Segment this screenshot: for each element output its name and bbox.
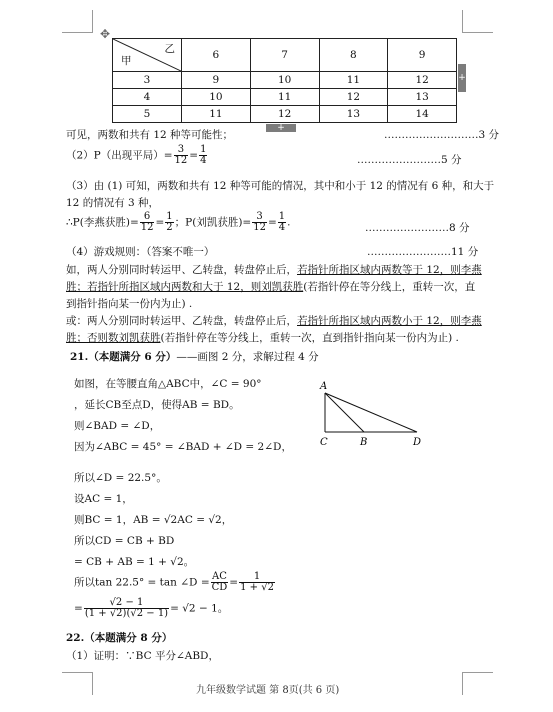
answer-line-4: 12 的情况有 3 种， — [66, 197, 160, 209]
answer-line-1: 可见，两数和共有 12 种等可能性； — [66, 129, 234, 141]
segment-ab — [325, 393, 364, 432]
column-header: 8 — [319, 39, 388, 72]
solution-line: 因为∠ABC = 45° = ∠BAD + ∠D = 2∠D， — [74, 441, 292, 453]
fraction: $\frac{√2 - 1}{(1 + √2)(√2 - 1)}$ — [84, 597, 169, 619]
solution-line: 则BC = 1，AB = √2AC = √2， — [74, 514, 233, 526]
score-mark: ……………………11 分 — [367, 246, 479, 258]
header-left-label: 甲 — [121, 55, 132, 67]
solution-line: = $\frac{√2 - 1}{(1 + √2)(√2 - 1)}$ = √2 − 1。 — [74, 597, 229, 619]
question-21-heading: 21.（本题满分 6 分）——画图 2 分，求解过程 4 分 — [70, 351, 319, 363]
table-cell: 11 — [250, 89, 319, 106]
outcome-table — [112, 38, 457, 123]
table-add-row-handle-icon[interactable]: + — [266, 124, 296, 132]
row-label: 4 — [113, 89, 182, 106]
answer-line-9: 到指针指向某一份内为止) . — [66, 298, 193, 310]
diagonal-header-cell — [113, 39, 182, 72]
table-row — [113, 89, 457, 106]
point-label-a: A — [320, 381, 328, 392]
table-cell: 11 — [182, 106, 251, 123]
fraction: $\frac{3}{12}$ — [253, 211, 266, 233]
solution-line: ，延长CB至点D，使得AB = BD。 — [74, 399, 240, 411]
prob-label: （2）P（出现平局）= — [66, 149, 173, 162]
score-mark: ………………………3 分 — [384, 129, 500, 141]
point-label-b: B — [360, 437, 368, 448]
table-row — [113, 106, 457, 123]
answer-line-3: （3）由 (1) 可知，两数和共有 12 种等可能的情况，其中和小于 12 的情况有 6 种，和大于 — [66, 180, 495, 192]
solution-line: 所以tan 22.5° = tan ∠D = $\frac{AC}{CD}$ = $\frac{1}{1 + √2}$ — [74, 571, 274, 593]
solution-line: 设AC = 1， — [74, 493, 133, 505]
table-add-column-handle-icon[interactable]: + — [458, 64, 466, 92]
page-footer: 九年级数学试题 第 8页(共 6 页) — [196, 685, 340, 696]
equals: = — [189, 149, 199, 162]
header-right-label: 乙 — [164, 43, 175, 55]
answer-line-11: 胜；否则数刘凯获胜(若指针停在等分线上，重转一次，直到指针指向某一份内为止) . — [66, 332, 459, 344]
answer-line-5: ∴P(李燕获胜)= $\frac{6}{12}$ = $\frac{1}{2}$ ；P(刘凯获胜)= $\frac{3}{12}$ = $\frac{1}{4}$ . — [66, 211, 291, 233]
table-cell: 12 — [388, 72, 457, 89]
crop-mark-top-right — [462, 10, 493, 33]
column-header: 7 — [250, 39, 319, 72]
solution-line: = CB + AB = 1 + √2。 — [74, 556, 195, 568]
point-label-d: D — [413, 437, 422, 448]
column-header: 6 — [182, 39, 251, 72]
crop-mark-top-left — [62, 10, 93, 33]
table-cell: 9 — [182, 72, 251, 89]
fraction: $\frac{AC}{CD}$ — [211, 571, 228, 593]
fraction: $\frac{1}{4}$ — [278, 211, 286, 233]
question-22-heading: 22.（本题满分 8 分） — [66, 632, 173, 644]
answer-line-6: （4）游戏规则：（答案不唯一） — [66, 246, 215, 258]
triangle-figure — [315, 378, 430, 448]
score-mark: ……………………5 分 — [357, 154, 462, 166]
table-cell: 12 — [250, 106, 319, 123]
score-mark: ……………………8 分 — [365, 222, 470, 234]
table-move-handle-icon[interactable]: ✥ — [100, 27, 111, 41]
segment-ad — [325, 393, 417, 432]
column-header: 9 — [388, 39, 457, 72]
solution-line: 所以∠D = 22.5°。 — [74, 472, 167, 484]
fraction: $\frac{6}{12}$ — [140, 211, 154, 233]
table-cell: 13 — [388, 89, 457, 106]
answer-line-10: 或：两人分别同时转运甲、乙转盘，转盘停止后，若指针所指区域内两数小于 12，则李燕 — [66, 315, 482, 327]
question-22-proof: （1）证明：∵BC 平分∠ABD， — [66, 650, 219, 662]
row-label: 3 — [113, 72, 182, 89]
point-label-c: C — [320, 437, 328, 448]
solution-line: 如图，在等腰直角△ABC中，∠C = 90° — [74, 378, 262, 390]
table-cell: 14 — [388, 106, 457, 123]
fraction: $\frac{1}{1 + √2}$ — [240, 571, 274, 593]
table-cell: 10 — [250, 72, 319, 89]
row-label: 5 — [113, 106, 182, 123]
crop-mark-bottom-right — [462, 672, 493, 695]
fraction: $\frac{1}{2}$ — [166, 211, 173, 233]
crop-mark-bottom-left — [62, 672, 93, 695]
fraction: $\frac{1}{4}$ — [200, 144, 207, 166]
table-header-row — [113, 39, 457, 72]
table-cell: 11 — [319, 72, 388, 89]
answer-line-2 — [66, 145, 208, 166]
answer-line-8: 胜；若指针所指区域内两数和大于 12，则刘凯获胜(若指针停在等分线上，重转一次，直 — [66, 281, 476, 293]
table-cell: 10 — [182, 89, 251, 106]
table-cell: 12 — [319, 89, 388, 106]
fraction: $\frac{3}{12}$ — [174, 144, 188, 166]
table-row — [113, 72, 457, 89]
answer-line-7: 如，两人分别同时转运甲、乙转盘，转盘停止后，若指针所指区域内两数等于 12，则李燕 — [66, 264, 482, 276]
solution-line: 所以CD = CB + BD — [74, 535, 175, 547]
solution-line: 则∠BAD = ∠D， — [74, 420, 161, 432]
table-cell: 13 — [319, 106, 388, 123]
